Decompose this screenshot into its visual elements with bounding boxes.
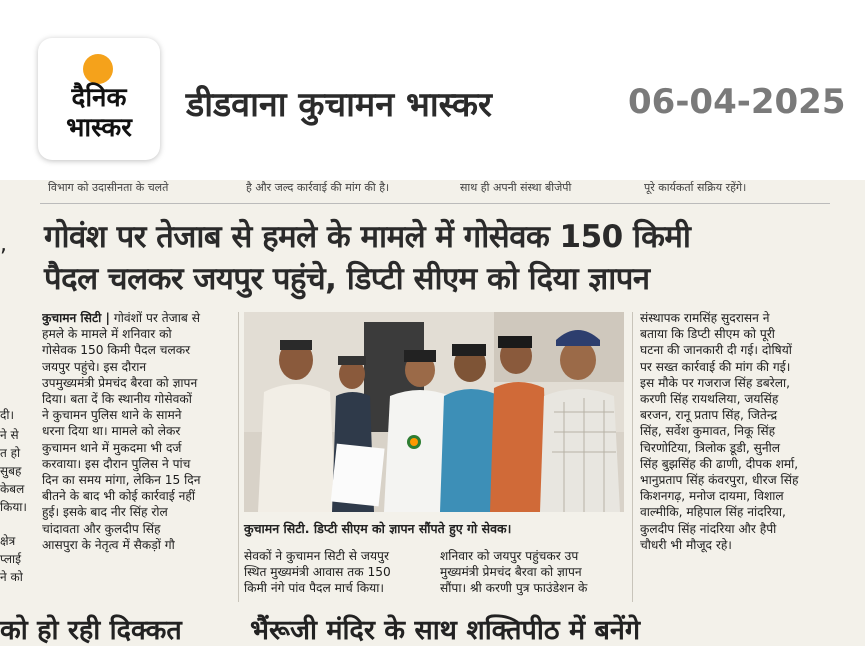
text-line: शनिवार को जयपुर पहुंचकर उप: [440, 549, 579, 563]
text-line: इस मौके पर गजराज सिंह डबरेला,: [640, 375, 791, 390]
fragment-text: ने को: [0, 570, 23, 584]
text-line: बताया कि डिप्टी सीएम को पूरी: [640, 327, 775, 342]
text-line: पर सख्त कार्रवाई की मांग की गई।: [640, 359, 791, 374]
text-line: करवाया। इस दौरान पुलिस ने पांच: [42, 456, 191, 471]
headline-line-2: पैदल चलकर जयपुर पहुंचे, डिप्टी सीएम को दिया ज्ञापन: [44, 261, 650, 297]
fragment-text: सुबह: [0, 464, 22, 478]
text-line: ने कुचामन पुलिस थाने के सामने: [42, 408, 182, 423]
photo-caption: कुचामन सिटी. डिप्टी सीएम को ज्ञापन सौंपते हुए गो सेवक।: [244, 521, 512, 536]
clipped-text: साथ ही अपनी संस्था बीजेपी: [460, 181, 572, 194]
logo-text-line2: भास्कर: [66, 113, 132, 143]
next-article-headline-right: भैंरूजी मंदिर के साथ शक्तिपीठ में बनेंगे: [250, 615, 641, 646]
text-line: घटना की जानकारी दी गई। दोषियों: [640, 343, 792, 358]
column-divider: [632, 312, 633, 602]
text-line: वाल्मीकि, महिपाल सिंह नांदरिया,: [640, 505, 786, 520]
photo-illustration: [244, 312, 624, 512]
text-line: कुलदीप सिंह नांदरिया और हैपी: [640, 521, 777, 536]
text-line: चांदावता और कुलदीप सिंह: [42, 521, 161, 536]
fragment-text: ने से: [0, 428, 19, 442]
text-line: चौधरी भी मौजूद रहे।: [640, 537, 732, 552]
text-line: सेवकों ने कुचामन सिटी से जयपुर: [244, 549, 389, 563]
text-line: करणी सिंह रायथलिया, जयसिंह: [640, 392, 779, 407]
fragment-text: त हो: [0, 446, 21, 460]
text-line: गोसेवक 150 किमी पैदल चलकर: [42, 343, 191, 358]
text-line: आसपुरा के नेतृत्व में सैकड़ों गौ: [42, 537, 175, 552]
text-line: दिया। बता दें कि स्थानीय गोसेवकों: [42, 392, 192, 407]
dateline: कुचामन सिटी |: [42, 311, 110, 325]
app-header: [0, 0, 865, 175]
text-line: किमी नंगे पांव पैदल मार्च किया।: [244, 581, 385, 596]
adjacent-column-fragment: [0, 180, 34, 646]
column-divider: [238, 312, 239, 602]
article-column-2: [244, 548, 430, 597]
fragment-text: दी।: [0, 408, 15, 422]
text-line: दिन का समय मांगा, लेकिन 15 दिन: [42, 473, 201, 488]
article-column-3: [440, 548, 626, 597]
clipped-text: है और जल्द कार्रवाई की मांग की है।: [246, 181, 390, 194]
fragment-text: केबल: [0, 482, 25, 496]
text-line: किशनगढ़, मनोज दायमा, विशाल: [640, 489, 784, 504]
text-line: बरजन, रानू प्रताप सिंह, जितेन्द्र: [640, 408, 778, 423]
text-line: हुई। इसके बाद नीर सिंह रोल: [42, 505, 168, 520]
headline-line-1: गोवंश पर तेजाब से हमले के मामले में गोसेवक 150 किमी: [44, 219, 691, 255]
text-line: हमले के मामले में शनिवार को: [42, 327, 172, 342]
sun-icon: [83, 54, 113, 84]
text-line: सौंपा। श्री करणी पुत्र फाउंडेशन के: [440, 581, 588, 596]
clipped-text: पूरे कार्यकर्ता सक्रिय रहेंगे।: [644, 181, 747, 194]
text-line: चिरणोटिया, त्रिलोक डूडी, सुनील: [640, 440, 781, 455]
fragment-text: क्षेत्र: [0, 534, 16, 548]
article-column-4: [640, 310, 828, 553]
edition-title: डीडवाना कुचामन भास्कर: [186, 85, 492, 125]
fragment-text: प्लाई: [0, 552, 22, 566]
text-line: गोवंशों पर तेजाब से: [113, 311, 200, 325]
text-line: मुख्यमंत्री प्रेमचंद बैरवा को ज्ञापन: [440, 565, 582, 580]
dainik-bhaskar-logo[interactable]: [38, 38, 160, 160]
text-line: जयपुर पहुंचे। इस दौरान: [42, 359, 147, 374]
text-line: उपमुख्यमंत्री प्रेमचंद बैरवा को ज्ञापन: [42, 375, 198, 390]
clipped-text: विभाग को उदासीनता के चलते: [48, 181, 169, 194]
text-line: सिंह बुझसिंह की ढाणी, दीपक शर्मा,: [640, 456, 799, 471]
text-line: कुचामन थाने में मुकदमा भी दर्ज: [42, 440, 182, 455]
text-line: धरना दिया था। मामले को लेकर: [42, 424, 181, 439]
text-line: सिंह, सर्वेश कुमावत, निकू सिंह: [640, 424, 776, 439]
fragment-text: किया।: [0, 500, 27, 514]
text-line: स्थित मुख्यमंत्री आवास तक 150: [244, 565, 391, 580]
fragment-text: ,: [0, 232, 7, 257]
text-line: बीतने के बाद भी कोई कार्रवाई नहीं: [42, 489, 196, 504]
logo-text-line1: दैनिक: [71, 83, 127, 113]
text-line: भानुप्रताप सिंह कंवरपुरा, धीरज सिंह: [640, 473, 799, 488]
edition-date: 06-04-2025: [628, 82, 846, 122]
newspaper-clipping: [0, 180, 865, 646]
news-photo: [244, 312, 624, 512]
divider: [40, 203, 830, 204]
text-line: संस्थापक रामसिंह सुदरासन ने: [640, 311, 770, 325]
next-article-headline-left: को हो रही दिक्कत: [0, 615, 182, 646]
article-column-1: [42, 310, 232, 553]
